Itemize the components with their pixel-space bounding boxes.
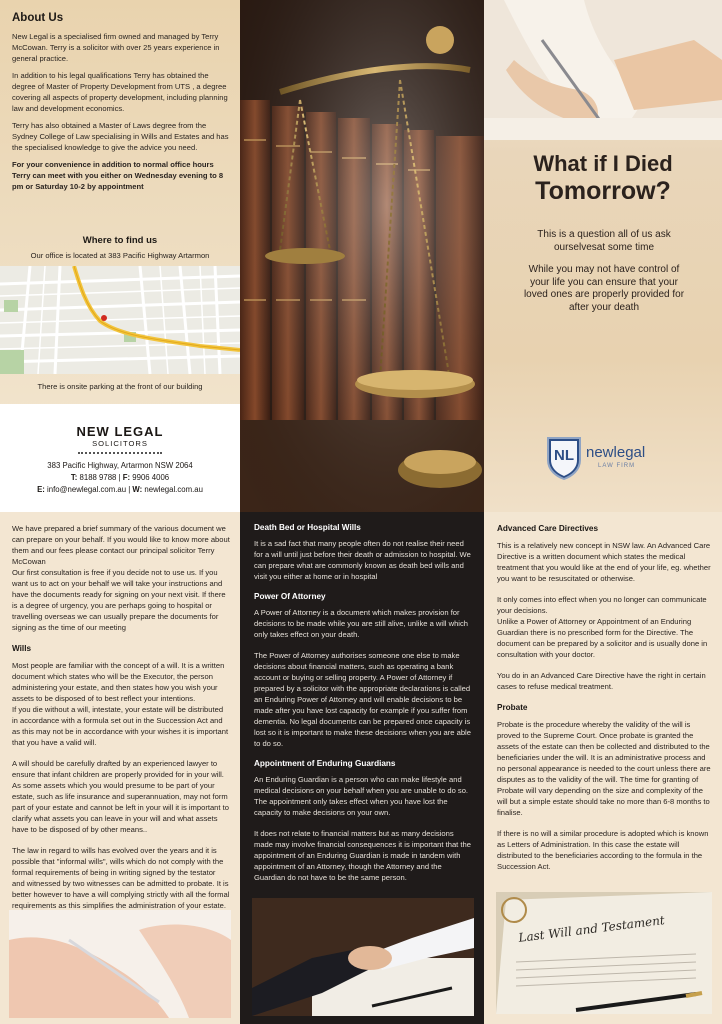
powers-panel [240, 512, 484, 1024]
poa-paragraph-2: The Power of Attorney authorises someone one else to make decisions about financial matters, such as operating a bank account or buying or selling property. A Power of Attorney if prepared by a solicitor with the appropriate declarations is called an Enduring Power of Attorney and will enable decisions to be made after you have lost capacity for example if you suffer from dementia. No legal documents can be prepared once capacity is lost so it is important to make these decisions when you are able to do so. [254, 651, 471, 748]
powers-text [254, 523, 472, 889]
scales-illustration [240, 0, 484, 512]
intro-text [12, 523, 230, 917]
cover-question: This is a question all of us ask ourselvesat some time [537, 229, 671, 253]
acd-paragraph-1: This is a relatively new concept in NSW law. An Advanced Care Directive is a written document which states the medical treatment that you would like at the end of your life, eg. whether you want to be resuscitated or otherwise. [497, 541, 711, 583]
cover-title-line-2: Tomorrow? [535, 177, 671, 205]
about-paragraph-4: For your convenience in addition to normal office hours Terry can meet with you either on Wednesday evening to 8 pm or Saturday 10-2 by appointment [12, 160, 224, 191]
writing-hand-image [484, 0, 722, 140]
probate-paragraph-2: If there is no will a similar procedure is adopted which is known as Letters of Administration. In this case the estate will distributed to the beneficiaries according to the formula in the Succession Act. [497, 829, 709, 871]
web-link[interactable]: newlegal.com.au [144, 485, 203, 494]
firm-email-web [0, 484, 240, 496]
web-label: W: [132, 485, 143, 494]
map-pin-icon [101, 315, 107, 321]
fax-label: F: [122, 473, 131, 482]
handshake-image [252, 898, 474, 1016]
about-text [12, 31, 230, 198]
cover-title [484, 150, 722, 206]
separator: | [128, 485, 131, 494]
probate-heading: Probate [497, 703, 528, 712]
about-paragraph-3: Terry has also obtained a Master of Laws degree from the Sydney College of Law specialising in Wills and Estates and has the specialised knowledge to give the advice you need. [12, 121, 229, 152]
guardians-heading: Appointment of Enduring Guardians [254, 759, 396, 768]
wills-paragraph-1: Most people are familiar with the concept of a will. It is a written document which states who will be the Executor, the person administering your estate, and then states how you wish your assets to be disposed of to best reflect your intentions. [12, 661, 225, 703]
phone-value[interactable]: 8188 9788 [79, 473, 117, 482]
signing-hand-image [9, 910, 231, 1018]
firm-phone-fax [0, 472, 240, 484]
guardians-paragraph-1: An Enduring Guardian is a person who can make lifestyle and medical decisions on your behalf when you are unable to do so. The appointment only takes effect when you have lost the capacity to make decisions on your own. [254, 775, 469, 817]
office-location: Our office is located at 383 Pacific Highway Artarmon [30, 251, 210, 260]
cover-title-line-1: What if I Died [533, 151, 673, 176]
directives-probate-panel [484, 512, 722, 1024]
logo-tagline: LAW FIRM [598, 463, 636, 469]
scales-of-justice-image [240, 0, 484, 512]
will-document-title: Last Will and Testament [517, 913, 666, 945]
deathbed-paragraph: It is a sad fact that many people often do not realise their need for a will until just before their death or admission to hospital. We can prepare what are commonly known as death bed wills and visit you either at home or in hospital [254, 539, 471, 581]
poa-paragraph-1: A Power of Attorney is a document which makes provision for decisions to be made while you are still alive, unlike a will which only takes effect on your death. [254, 608, 468, 639]
firm-divider [78, 452, 162, 454]
deathbed-heading: Death Bed or Hospital Wills [254, 523, 361, 532]
location-map[interactable] [0, 266, 240, 374]
firm-name: NEW LEGAL [76, 424, 164, 439]
acd-heading: Advanced Care Directives [497, 524, 599, 533]
logo-name: newlegal [586, 444, 646, 461]
acd-paragraph-2: It only comes into effect when you no longer can communicate your decisions. [497, 595, 707, 615]
where-heading: Where to find us [82, 235, 158, 246]
acd-paragraph-4: You do in an Advanced Care Directive have the right in certain cases to refuse medical treatment. [497, 671, 706, 691]
newlegal-logo[interactable] [546, 436, 676, 482]
probate-paragraph-1: Probate is the procedure whereby the validity of the will is proved to the Supreme Court. Once probate is granted the assets of the estate can then be collected and distributed to the beneficiaries under the will. It is an administrative process and no personal appearance is needed to the court unless there are disputes as to the validity of the will. The time for granting of Probate will vary depending on the size and complexity of the will but a simple estate should take no more than 6-8 months to finalise. [497, 720, 711, 817]
intro-paragraph-2: Our first consultation is free if you decide not to use us. If you want us to act on your behalf we will take your instructions and have the documents ready for signing on your next visit. If there is a degree of urgency, you are perhaps going to hospital or travelling overseas we can usually prepare the documents for signing as the time of our meeting [12, 568, 226, 632]
parking-note: There is onsite parking at the front of our building [37, 382, 203, 391]
about-paragraph-2: In addition to his legal qualifications Terry has obtained the degree of Master of Property Development from UTS , a degree covering all aspects of property development, including planning law and development economics. [12, 71, 228, 113]
wills-paragraph-4: The law in regard to wills has evolved over the years and it is possible that "informal wills", wills which do not comply with the formal requirements of being in writing signed by the testator and witnessed by two witnesses can be admitted to probate. It is better however to have a will complying strictly with all the formal requirements as this simplifies the administration of your estate. [12, 846, 230, 910]
will-document-image [496, 892, 712, 1014]
logo-letters: NL [554, 447, 574, 464]
separator: | [118, 473, 121, 482]
intro-wills-panel [0, 512, 240, 1024]
cover-panel [484, 0, 722, 512]
wills-paragraph-3: A will should be carefully drafted by an experienced lawyer to ensure that infant children are properly provided for in your will. As some assets which you would presume to be part of your estate, such as life insurance and superannuation, may not form part of your estate and cannot be left in your will it is important to clarify what assets you can leave in your will and what assets have to be disposed of by other means.. [12, 759, 229, 834]
email-label: E: [37, 485, 45, 494]
acd-paragraph-3: Unlike a Power of Attorney or Appointment of an Enduring Guardian there is no prescribed form for the Directive. The document can be prepared by a solicitor and is usually done in consultation with your doctor. [497, 617, 708, 659]
directives-text [497, 523, 713, 878]
intro-paragraph-1: We have prepared a brief summary of the various document we can prepare on your behalf. If you would like to know more about them and our fees please contact our principal solicitor Terry McCowan [12, 524, 230, 566]
firm-subtitle: SOLICITORS [92, 439, 148, 448]
wills-heading: Wills [12, 644, 32, 653]
email-link[interactable]: info@newlegal.com.au [47, 485, 127, 494]
guardians-paragraph-2: It does not relate to financial matters but as many decisions made may involve financial consequences it is important that the appointment of an Enduring Guardian is made in tandem with appointment of an Attorney, though the Attorney and the Guardian do not have to be the same person. [254, 829, 471, 882]
phone-label: T: [70, 473, 78, 482]
fax-value: 9906 4006 [132, 473, 170, 482]
contact-block [0, 404, 240, 512]
will-paper-graphic [496, 892, 712, 1014]
firm-address: 383 Pacific Highway, Artarmon NSW 2064 [47, 461, 193, 470]
about-panel [0, 0, 240, 512]
map-graphic [0, 266, 240, 374]
cover-body: While you may not have control of your life you can ensure that your loved ones are properly provided for after your death [523, 264, 685, 313]
about-heading: About Us [12, 12, 64, 24]
wills-paragraph-2: If you die without a will, intestate, your estate will be distributed in accordance with a formula set out in the Succession Act and as this may not be in accordance with your wishes it is important that you have a valid will. [12, 705, 229, 747]
poa-heading: Power Of Attorney [254, 592, 326, 601]
about-paragraph-1: New Legal is a specialised firm owned and managed by Terry McCowan. Terry is a solicitor with over 25 years experience in general practice. [12, 32, 220, 63]
